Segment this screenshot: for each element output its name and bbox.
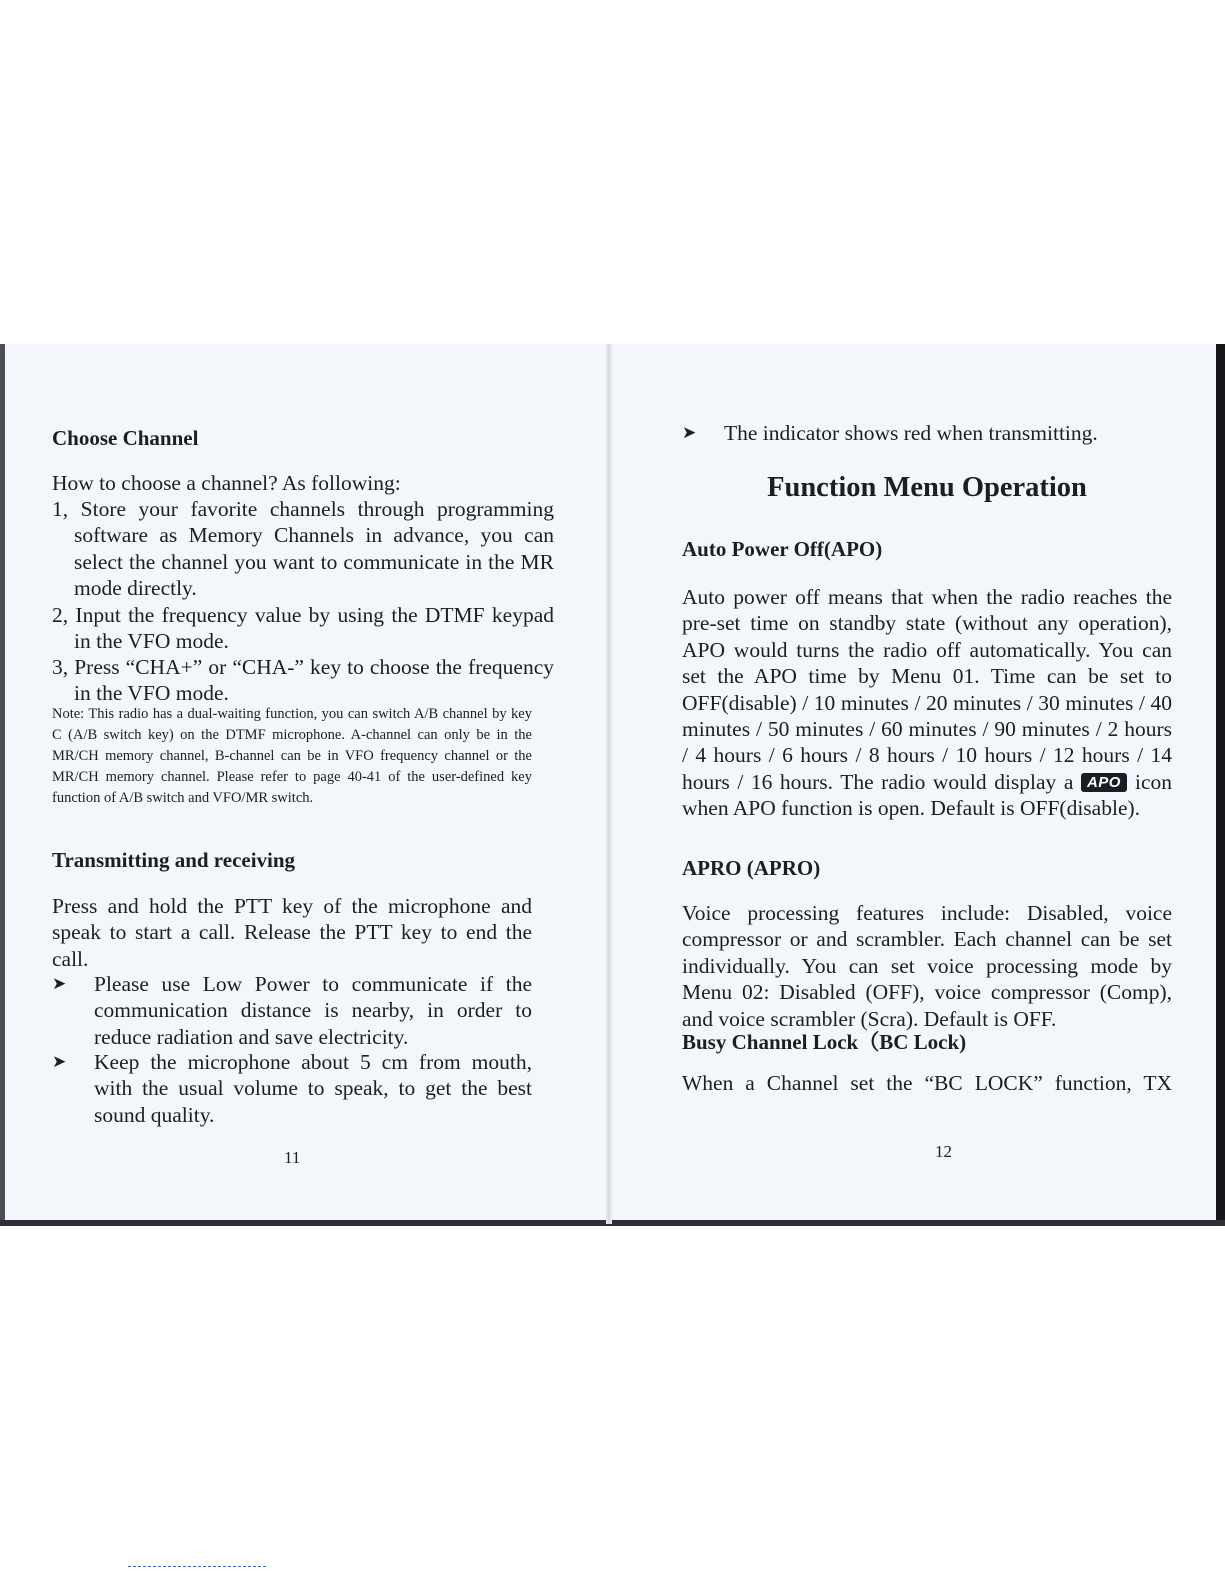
arrowhead-bullet-icon: ➤ [52,974,67,993]
scan-artifact-line [128,1566,266,1567]
bc-lock-body: When a Channel set the “BC LOCK” function, TX [682,1071,1172,1095]
page-number: 12 [935,1142,952,1161]
scan-edge-right [1216,344,1225,1224]
choose-channel-intro: How to choose a channel? As following: [52,471,401,495]
book-gutter [606,344,612,1224]
choose-step-1: 1, Store your favorite channels through programming software as Memory Channels in advance, you can select the channel you want to communicate in the MR mode directly. [52,497,554,601]
section-title: Function Menu Operation [767,472,1087,503]
transmitting-body: Press and hold the PTT key of the microphone and speak to start a call. Release the PTT key to end the call. [52,894,532,971]
bullet-indicator: The indicator shows red when transmitting. [724,421,1098,445]
scan-edge-bottom [0,1220,1225,1226]
dual-waiting-note: Note: This radio has a dual-waiting function, you can switch A/B channel by key C (A/B switch key) on the DTMF microphone. A-channel can only be in the MR/CH memory channel, B-channel can be in VFO frequency channel or the MR/CH memory channel. Please refer to page 40-41 of the user-defined key function of A/B switch and VFO/MR switch. [52,706,532,806]
apo-body-after-icon: icon when APO function is open. Default is OFF(disable). [682,769,1173,821]
list-item [682,420,1172,448]
apo-body-before-icon: Auto power off means that when the radio reaches the pre-set time on standby state (without any operation), APO would turns the radio off automatically. You can set the APO time by Menu 01. Time can be set to OFF(disable) / 10 minutes / 20 minutes / 30 minutes / 40 minutes / 50 minutes / 60 minutes / 90 minutes / 2 hours / 4 hours / 6 hours / 8 hours / 10 hours / 12 hours / 14 hours / 16 hours. The radio would display a [682,585,1172,794]
scan-edge-left [0,344,5,1224]
heading-apro: APRO (APRO) [682,856,821,880]
page-11 [52,344,554,1220]
arrowhead-bullet-icon: ➤ [52,1052,67,1071]
heading-apo: Auto Power Off(APO) [682,537,883,561]
choose-step-3: 3, Press “CHA+” or “CHA-” key to choose the frequency in the VFO mode. [52,655,554,706]
bullet-low-power: Please use Low Power to communicate if the communication distance is nearby, in order to reduce radiation and save electricity. [94,972,532,1049]
arrowhead-bullet-icon: ➤ [682,423,697,442]
list-item [52,1049,532,1129]
bullet-microphone: Keep the microphone about 5 cm from mouth, with the usual volume to speak, to get the best sound quality. [94,1050,532,1127]
apo-body [682,584,1172,822]
apo-display-icon: APO [1081,773,1127,792]
apro-body: Voice processing features include: Disabled, voice compressor or and scrambler. Each channel can be set individually. You can set voice processing mode by Menu 02: Disabled (OFF), voice compressor (Comp), and voice scrambler (Scra). Default is OFF. [682,901,1172,1031]
heading-transmitting: Transmitting and receiving [52,848,296,872]
page-12 [682,344,1172,1220]
heading-choose-channel: Choose Channel [52,426,199,450]
page-number: 11 [284,1148,301,1167]
choose-step-2: 2, Input the frequency value by using the DTMF keypad in the VFO mode. [52,603,554,654]
list-item [52,971,532,1051]
heading-bc-lock: Busy Channel Lock（BC Lock) [682,1030,967,1054]
